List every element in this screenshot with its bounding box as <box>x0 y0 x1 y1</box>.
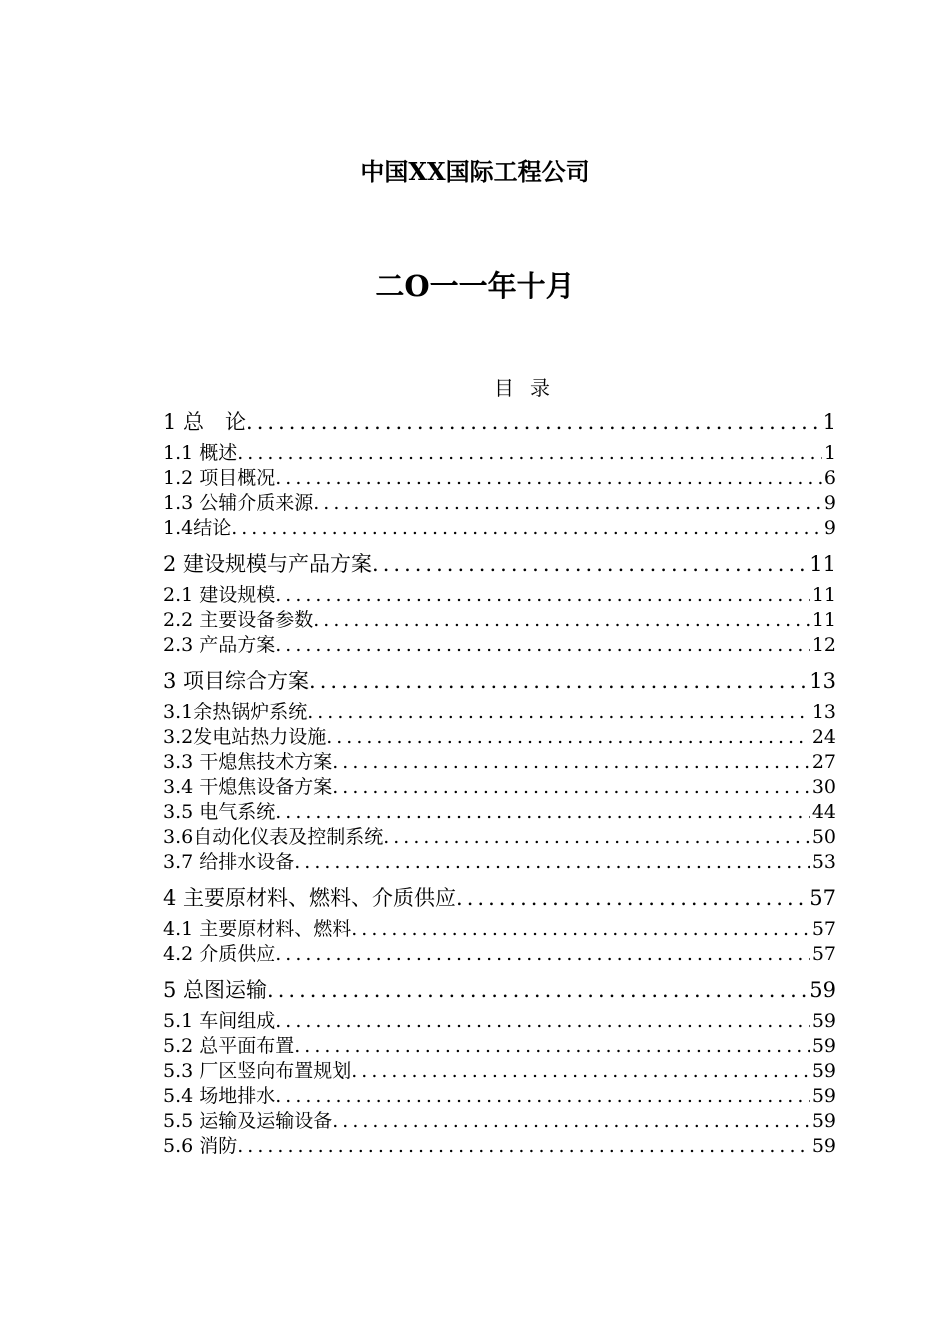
toc-dot-leader <box>237 1134 810 1159</box>
toc-entry-page: 9 <box>823 517 836 539</box>
toc-chapter-entry[interactable] <box>163 879 836 917</box>
toc-entry-label: 2 建设规模与产品方案 <box>163 552 373 576</box>
toc-dot-leader <box>309 662 807 700</box>
toc-entry-page: 57 <box>809 886 836 910</box>
toc-entry-label: 3.6自动化仪表及控制系统 <box>163 826 384 848</box>
toc-dot-leader <box>275 800 810 825</box>
toc-section-entry[interactable] <box>163 917 836 942</box>
toc-entry-page: 1 <box>822 410 836 434</box>
toc-section-entry[interactable] <box>163 850 836 875</box>
toc-entry-label: 4.1 主要原材料、燃料 <box>163 918 352 940</box>
toc-entry-page: 6 <box>823 467 836 489</box>
toc-dot-leader <box>313 491 822 516</box>
toc-dot-leader <box>267 971 807 1009</box>
toc-entry-page: 50 <box>811 826 836 848</box>
table-of-contents <box>163 403 836 1159</box>
toc-entry-page: 59 <box>811 1060 836 1082</box>
toc-entry-label: 5.5 运输及运输设备 <box>163 1110 333 1132</box>
toc-entry-label: 3.3 干熄焦技术方案 <box>163 751 333 773</box>
toc-entry-page: 59 <box>811 1110 836 1132</box>
toc-section-entry[interactable] <box>163 700 836 725</box>
toc-chapter-entry[interactable] <box>163 403 836 441</box>
toc-section-entry[interactable] <box>163 491 836 516</box>
toc-dot-leader <box>237 441 822 466</box>
toc-chapter-entry[interactable] <box>163 971 836 1009</box>
toc-dot-leader <box>275 1009 810 1034</box>
toc-entry-page: 44 <box>811 801 836 823</box>
toc-dot-leader <box>275 583 810 608</box>
toc-section-entry[interactable] <box>163 608 836 633</box>
toc-section-entry[interactable] <box>163 1109 836 1134</box>
toc-entry-page: 59 <box>809 978 836 1002</box>
toc-entry-page: 59 <box>811 1135 836 1157</box>
toc-chapter-entry[interactable] <box>163 662 836 700</box>
toc-entry-page: 13 <box>809 669 836 693</box>
toc-section-entry[interactable] <box>163 633 836 658</box>
toc-entry-page: 9 <box>823 492 836 514</box>
toc-section-entry[interactable] <box>163 775 836 800</box>
toc-entry-label: 5.1 车间组成 <box>163 1010 276 1032</box>
toc-dot-leader <box>246 403 821 441</box>
toc-dot-leader <box>332 1109 810 1134</box>
toc-dot-leader <box>231 516 822 541</box>
toc-dot-leader <box>275 466 822 491</box>
toc-entry-label: 4.2 介质供应 <box>163 943 276 965</box>
toc-entry-page: 1 <box>823 442 836 464</box>
toc-dot-leader <box>275 942 810 967</box>
document-date: 二O一一年十月 <box>375 269 575 303</box>
toc-section-entry[interactable] <box>163 466 836 491</box>
toc-entry-page: 59 <box>811 1010 836 1032</box>
toc-dot-leader <box>351 917 810 942</box>
toc-entry-label: 2.2 主要设备参数 <box>163 609 314 631</box>
toc-entry-page: 12 <box>811 634 836 656</box>
toc-entry-label: 3.1余热锅炉系统 <box>163 701 308 723</box>
toc-dot-leader <box>332 775 810 800</box>
toc-entry-page: 53 <box>811 851 836 873</box>
toc-dot-leader <box>372 545 807 583</box>
toc-section-entry[interactable] <box>163 441 836 466</box>
toc-section-entry[interactable] <box>163 1009 836 1034</box>
toc-entry-page: 57 <box>811 918 836 940</box>
toc-title: 目录 <box>494 376 566 400</box>
toc-entry-label: 5.6 消防 <box>163 1135 238 1157</box>
toc-entry-label: 5 总图运输 <box>163 978 268 1002</box>
company-name: 中国XX国际工程公司 <box>360 157 590 186</box>
toc-entry-page: 24 <box>811 726 836 748</box>
toc-entry-page: 11 <box>809 552 836 576</box>
toc-entry-page: 27 <box>811 751 836 773</box>
toc-section-entry[interactable] <box>163 516 836 541</box>
toc-entry-page: 59 <box>811 1035 836 1057</box>
toc-entry-label: 1.2 项目概况 <box>163 467 276 489</box>
toc-section-entry[interactable] <box>163 800 836 825</box>
toc-entry-page: 11 <box>811 609 836 631</box>
toc-entry-label: 4 主要原材料、燃料、介质供应 <box>163 886 457 910</box>
toc-section-entry[interactable] <box>163 1059 836 1084</box>
toc-entry-label: 5.2 总平面布置 <box>163 1035 295 1057</box>
toc-dot-leader <box>383 825 810 850</box>
toc-entry-label: 2.1 建设规模 <box>163 584 276 606</box>
toc-dot-leader <box>275 633 810 658</box>
toc-dot-leader <box>294 850 810 875</box>
toc-entry-label: 2.3 产品方案 <box>163 634 276 656</box>
toc-entry-label: 1.3 公辅介质来源 <box>163 492 314 514</box>
toc-section-entry[interactable] <box>163 750 836 775</box>
toc-entry-label: 3.7 给排水设备 <box>163 851 295 873</box>
toc-entry-label: 1.4结论 <box>163 517 232 539</box>
toc-section-entry[interactable] <box>163 942 836 967</box>
toc-entry-label: 3 项目综合方案 <box>163 669 310 693</box>
toc-dot-leader <box>294 1034 810 1059</box>
toc-chapter-entry[interactable] <box>163 545 836 583</box>
toc-entry-page: 59 <box>811 1085 836 1107</box>
toc-entry-label: 1.1 概述 <box>163 442 238 464</box>
toc-dot-leader <box>332 750 810 775</box>
toc-entry-label: 3.4 干熄焦设备方案 <box>163 776 333 798</box>
toc-section-entry[interactable] <box>163 1134 836 1159</box>
toc-entry-page: 11 <box>811 584 836 606</box>
toc-section-entry[interactable] <box>163 825 836 850</box>
toc-entry-label: 5.4 场地排水 <box>163 1085 276 1107</box>
toc-entry-page: 57 <box>811 943 836 965</box>
toc-dot-leader <box>313 608 810 633</box>
toc-section-entry[interactable] <box>163 1034 836 1059</box>
toc-entry-label: 1 总 论 <box>163 410 247 434</box>
toc-entry-label: 3.5 电气系统 <box>163 801 276 823</box>
toc-entry-label: 3.2发电站热力设施 <box>163 726 327 748</box>
toc-section-entry[interactable] <box>163 725 836 750</box>
toc-entry-page: 13 <box>811 701 836 723</box>
toc-dot-leader <box>307 700 810 725</box>
toc-section-entry[interactable] <box>163 583 836 608</box>
toc-entry-label: 5.3 厂区竖向布置规划 <box>163 1060 352 1082</box>
toc-section-entry[interactable] <box>163 1084 836 1109</box>
toc-dot-leader <box>351 1059 810 1084</box>
toc-dot-leader <box>456 879 807 917</box>
toc-entry-page: 30 <box>811 776 836 798</box>
toc-dot-leader <box>326 725 810 750</box>
toc-dot-leader <box>275 1084 810 1109</box>
